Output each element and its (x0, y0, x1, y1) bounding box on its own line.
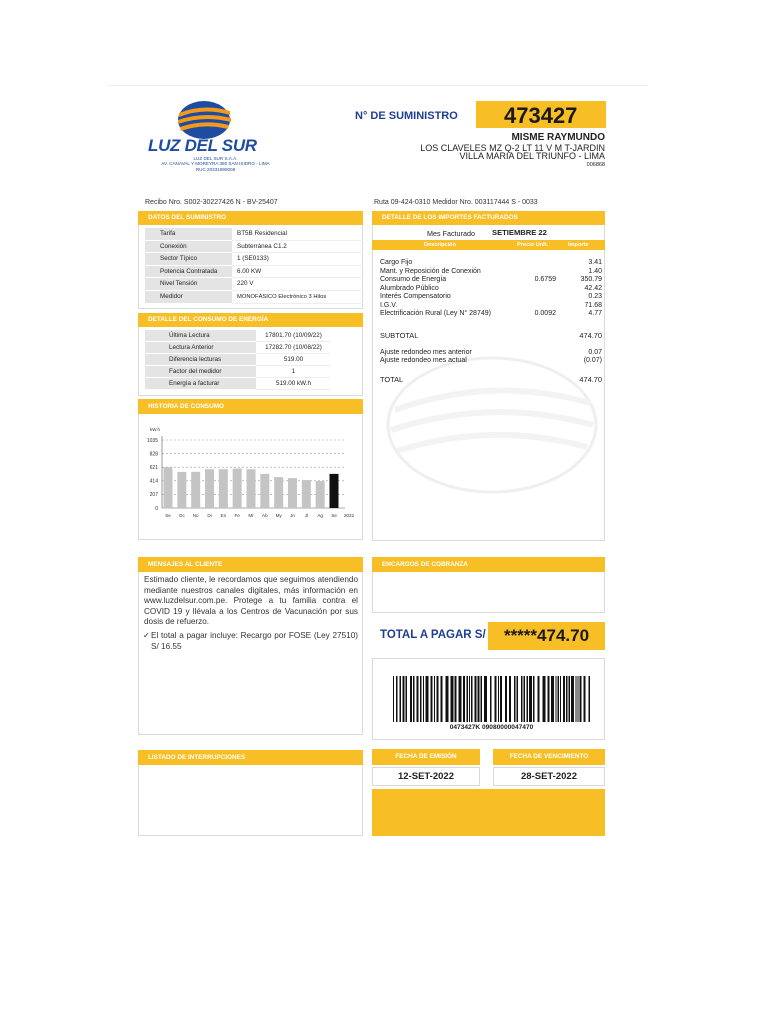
x-tick-label: Di (207, 513, 212, 518)
fose-note (143, 631, 358, 652)
row-label: Lectura Anterior (145, 342, 256, 354)
barcode-bar (521, 676, 523, 722)
barcode-bar (400, 676, 402, 722)
row-value: MONOFÁSICO Electrónico 3 Hilos (232, 291, 363, 304)
total-due-value: *****474.70 (488, 622, 605, 650)
logo-text: LUZ DEL SUR (148, 136, 257, 155)
barcode-bar (580, 676, 582, 722)
row-label: Energía a facturar (145, 378, 256, 390)
y-axis-unit-label: kW.h (150, 427, 161, 432)
year-label: 2022 (343, 513, 355, 518)
customer-message-body: Estimado cliente, le recordamos que seguimos atendiendo mediante nuestros canales digitales, más información en www.luzdelsur.com.pe. Protege a tu familia contra el COVID 19 y llévala a los Centros de Vacunación por sus dosis de refuerzo. (144, 575, 358, 627)
bar-se-0 (164, 467, 173, 508)
barcode-bar (393, 676, 394, 722)
customer-name: MISME RAYMUNDO (511, 132, 605, 143)
barcode-bar (490, 676, 492, 722)
barcode-bar (434, 676, 435, 722)
barcode-bar (426, 676, 429, 722)
billed-month-label: Mes Facturado (427, 229, 475, 238)
x-tick-label: Ag (317, 513, 323, 518)
y-tick-label: 1035 (146, 437, 158, 444)
column-amount: Importe (568, 242, 589, 248)
total-due-label: TOTAL A PAGAR S/ (380, 629, 486, 641)
barcode-bar (498, 676, 499, 722)
receipt-info: Recibo Nro. S002-30227426 N - BV-25407 (145, 199, 278, 206)
bar-en-4 (219, 469, 228, 508)
charges-column-header (372, 240, 605, 250)
customer-messages-title: MENSAJES AL CLIENTE (138, 557, 363, 572)
charge-unit-price (496, 302, 556, 311)
company-name: LUZ DEL SUR S.A.A. (193, 156, 238, 161)
column-unit-price: Precio Unit. (517, 242, 549, 248)
x-tick-label: My (275, 513, 282, 518)
charge-unit-price: 0.6759 (534, 276, 556, 283)
interruptions-title: LISTADO DE INTERRUPCIONES (138, 750, 363, 765)
barcode-bar (560, 676, 561, 722)
barcode-bar (446, 676, 449, 722)
x-tick-label: Ab (262, 513, 268, 518)
x-tick-label: Se (165, 513, 171, 518)
barcode-bar (396, 676, 398, 722)
consumption-history-title: HISTORIA DE CONSUMO (138, 399, 363, 414)
barcode-bar (478, 676, 480, 722)
barcode-bar (469, 676, 470, 722)
bar-ab-7 (260, 474, 269, 508)
y-tick-label: 207 (149, 492, 158, 499)
barcode-bar (543, 676, 546, 722)
row-label: Potencia Contratada (145, 266, 232, 279)
barcode-bar (517, 676, 519, 722)
row-value: 17801.70 (10/09/22) (256, 330, 331, 342)
company-ruc: RUC 20331898008 (195, 166, 236, 172)
barcode-bar (556, 676, 557, 722)
barcode-bar (471, 676, 473, 722)
total-label: TOTAL (380, 375, 404, 384)
barcode-bar (584, 676, 586, 722)
company-info (148, 156, 283, 172)
charge-amount: 3.41 (588, 259, 602, 266)
luz-del-sur-logo-icon (176, 100, 232, 140)
charge-row (380, 302, 602, 311)
consumption-detail-title: DETALLE DEL CONSUMO DE ENERGÍA (138, 313, 363, 327)
row-label: Factor del medidor (145, 366, 256, 378)
row-label: Tarifa (145, 228, 232, 241)
row-value: 1 (SE0133) (232, 253, 363, 266)
table-row (145, 342, 363, 354)
barcode-bar (481, 676, 483, 722)
table-row (145, 330, 363, 342)
row-label: Diferencia lecturas (145, 354, 256, 366)
charge-unit-price: 0.0092 (534, 310, 556, 317)
adjust-prev-label: Ajuste redondeo mes anterior (380, 349, 472, 356)
charge-row (380, 268, 602, 277)
barcode-bar (576, 676, 577, 722)
barcode-bar (563, 676, 565, 722)
table-row (145, 278, 363, 291)
row-label: Nivel Tensión (145, 278, 232, 291)
barcode-bar (589, 676, 591, 722)
x-tick-label: Fe (234, 513, 240, 518)
supply-number-box (476, 101, 606, 128)
due-date-label: FECHA DE VENCIMIENTO (493, 749, 605, 765)
bar-fe-5 (233, 469, 242, 508)
address-line-1: LOS CLAVELES MZ Q-2 LT 11 V M T-JARDIN (420, 143, 605, 153)
barcode-number: 0473427K 09080000047470 (449, 724, 534, 731)
charge-row (380, 310, 602, 319)
x-tick-label: No (192, 513, 199, 518)
bar-ag-11 (316, 481, 325, 508)
barcode-bar (437, 676, 439, 722)
charge-amount: 1.40 (588, 267, 602, 275)
adjust-curr-label: Ajuste redondeo mes actual (380, 357, 467, 364)
barcode-bar (431, 676, 433, 722)
row-value: 17282.70 (10/08/22) (256, 342, 331, 354)
charge-description: Interés Compensatorio (380, 293, 451, 300)
address-line-2: VILLA MARIA DEL TRIUNFO - LIMA (459, 151, 605, 161)
barcode-bar (500, 676, 502, 722)
charge-unit-price (496, 268, 556, 277)
charges-title: DETALLE DE LOS IMPORTES FACTURADOS (372, 211, 605, 225)
barcode-bar (569, 676, 571, 722)
barcode-bar (451, 676, 454, 722)
charge-amount: 0.23 (588, 293, 602, 300)
row-label: Última Lectura (145, 330, 256, 342)
row-value: Subterránea C1.2 (232, 241, 363, 254)
row-label: Conexión (145, 241, 232, 254)
charge-description: I.G.V. (380, 301, 398, 309)
table-row (145, 354, 363, 366)
checkmark-icon (143, 631, 150, 642)
barcode-bar (410, 676, 412, 722)
charge-unit-price (496, 259, 556, 268)
subtotal-value: 474.70 (579, 331, 602, 340)
barcode-bar (420, 676, 422, 722)
barcode-bar (551, 676, 554, 722)
barcode-bar (566, 676, 568, 722)
barcode-bar (423, 676, 424, 722)
route-meter-info: Ruta 09-424-0310 Medidor Nro. 003117444 S - 0033 (374, 199, 538, 206)
bar-mr-6 (247, 469, 256, 508)
barcode-bar (505, 676, 507, 722)
charge-description: Cargo Fijo (380, 259, 413, 266)
bar-jn-9 (288, 478, 297, 508)
total-row (380, 376, 602, 385)
barcode-bar (484, 676, 487, 722)
row-value: 220 V (232, 278, 363, 291)
bar-se-12 (330, 474, 339, 508)
consumption-history-chart (140, 420, 360, 525)
charge-row (380, 293, 602, 302)
issue-date-label: FECHA DE EMISIÓN (372, 749, 480, 765)
barcode-bar (527, 676, 529, 722)
x-tick-label: En (220, 513, 227, 518)
subtotal-row (380, 332, 602, 341)
row-value: 519.00 (256, 354, 331, 366)
collection-title: ENCARGOS DE COBRANZA (372, 557, 605, 572)
table-row (145, 366, 363, 378)
consumption-detail-table (145, 330, 363, 390)
row-value: 519.00 kW.h (256, 378, 331, 390)
charge-description: Alumbrado Público (380, 284, 439, 292)
charge-description: Electrificación Rural (Ley N° 28749) (380, 310, 491, 317)
company-address: AV. CANAVAL Y MOREYRA 380 SAN ISIDRO - LIMA (161, 161, 270, 167)
barcode-bar (403, 676, 405, 722)
barcode-bar (417, 676, 419, 722)
table-row (145, 266, 363, 279)
charges-items (380, 259, 602, 319)
barcode-bar (578, 676, 579, 722)
row-value: 1 (256, 366, 331, 378)
issue-date-value: 12-SET-2022 (372, 767, 480, 786)
barcode-bar (406, 676, 408, 722)
barcode-bar (529, 676, 532, 722)
bar-my-8 (274, 477, 283, 508)
payment-band (372, 789, 605, 836)
barcode-bar (509, 676, 511, 722)
customer-code: 006868 (586, 162, 605, 168)
barcode-bar (459, 676, 462, 722)
barcode-bar (538, 676, 540, 722)
barcode-bar (524, 676, 526, 722)
row-value: 6.00 KW (232, 266, 363, 279)
column-description: Descripción (424, 242, 457, 248)
total-value: 474.70 (579, 375, 602, 384)
barcode-bar (463, 676, 465, 722)
subtotal-label: SUBTOTAL (380, 331, 419, 340)
charge-unit-price (496, 293, 556, 302)
x-tick-label: Jn (290, 513, 295, 518)
charge-amount: 4.77 (588, 310, 602, 317)
charge-description: Mant. y Reposición de Conexión (380, 267, 481, 275)
table-row (145, 228, 363, 241)
barcode-bar (413, 676, 415, 722)
x-tick-label: Mr (248, 513, 254, 518)
adjust-prev-value: 0.07 (588, 349, 602, 356)
table-row (145, 378, 363, 390)
supply-number: 473427 (504, 103, 578, 128)
row-label: Sector Típico (145, 253, 232, 266)
supply-number-label: N° DE SUMINISTRO (355, 110, 458, 122)
y-tick-label: 621 (149, 465, 158, 471)
table-row (145, 291, 363, 304)
y-tick-label: 828 (149, 451, 158, 458)
table-row (145, 253, 363, 266)
barcode (393, 676, 590, 722)
barcode-bar (533, 676, 535, 722)
adjust-curr-row (380, 357, 602, 366)
barcode-bar (571, 676, 574, 722)
barcode-bar (495, 676, 497, 722)
charge-amount: 42.42 (584, 284, 602, 292)
charge-row (380, 276, 602, 285)
barcode-bar (475, 676, 477, 722)
charge-unit-price (496, 285, 556, 294)
y-tick-label: 414 (149, 478, 158, 485)
bar-oc-1 (177, 472, 186, 508)
supply-data-title: DATOS DEL SUMINISTRO (138, 211, 363, 225)
barcode-bar (441, 676, 443, 722)
row-label: Medidor (145, 291, 232, 304)
billed-month-value: SETIEMBRE 22 (492, 228, 547, 237)
table-row (145, 241, 363, 254)
charge-amount: 350.79 (580, 276, 602, 283)
barcode-bar (455, 676, 457, 722)
barcode-bar (467, 676, 469, 722)
y-tick-label: 0 (155, 505, 158, 512)
row-value: BT5B Residencial (232, 228, 363, 241)
supply-data-table (145, 228, 363, 304)
bar-di-3 (205, 469, 214, 508)
charge-row (380, 285, 602, 294)
charge-amount: 71.68 (584, 301, 602, 309)
x-tick-label: Oc (178, 513, 185, 518)
bar-jl-10 (302, 480, 311, 508)
x-tick-label: Se (331, 513, 337, 518)
charge-description: Consumo de Energía (380, 276, 447, 283)
due-date-value: 28-SET-2022 (493, 767, 605, 786)
adjust-curr-value: (0.07) (583, 357, 602, 364)
x-tick-label: Jl (304, 513, 308, 518)
bar-no-2 (191, 472, 200, 508)
barcode-bar (558, 676, 560, 722)
fose-note-text: El total a pagar incluye: Recargo por FOSE (Ley 27510) S/ 16.55 (151, 631, 358, 651)
charge-row (380, 259, 602, 268)
barcode-bar (514, 676, 516, 722)
barcode-bar (548, 676, 550, 722)
